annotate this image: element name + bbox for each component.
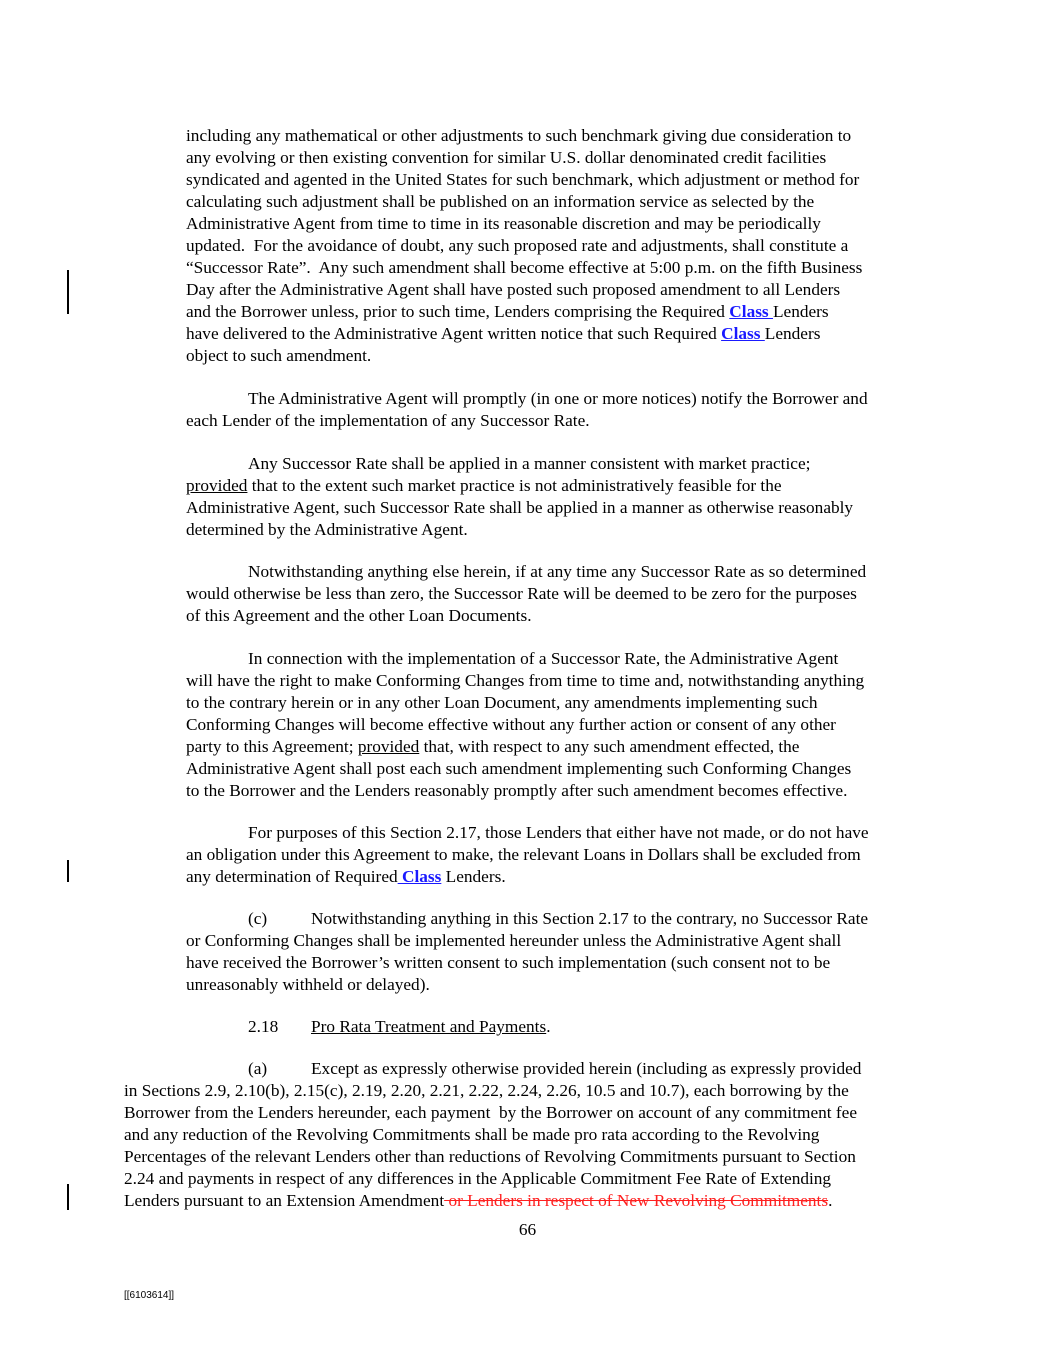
text-line: to the contrary herein or in any other Loan Document, any amendments implementing such — [186, 693, 818, 712]
text-line: object to such amendment. — [186, 346, 372, 365]
text-line: Conforming Changes will become effective without any further action or consent of any other — [186, 715, 836, 734]
text-line: Administrative Agent from time to time in its reasonable discretion and may be periodically — [186, 214, 821, 233]
text-line: 2.24 and payments in respect of any differences in the Applicable Commitment Fee Rate of Extending — [124, 1169, 832, 1188]
text-line: Administrative Agent, such Successor Rate shall be applied in a manner as otherwise reasonably — [186, 498, 854, 517]
text-line: each Lender of the implementation of any Successor Rate. — [186, 411, 590, 430]
text-line: unreasonably withheld or delayed). — [186, 975, 430, 994]
text-line: an obligation under this Agreement to make, the relevant Loans in Dollars shall be excluded from — [186, 845, 861, 864]
text-line: “Successor Rate”. Any such amendment shall become effective at 5:00 p.m. on the fifth Business — [186, 258, 863, 277]
text-line: For purposes of this Section 2.17, those Lenders that either have not made, or do not have — [248, 823, 869, 842]
page-number: 66 — [518, 1220, 537, 1239]
text-line: and the Borrower unless, prior to such time, Lenders comprising the Required Class Lenders — [186, 302, 829, 321]
document-id: [[6103614]] — [124, 1290, 175, 1301]
change-bar — [67, 860, 69, 882]
text-line: party to this Agreement; provided that, with respect to any such amendment effected, the — [186, 737, 800, 756]
clause-label: (a) — [248, 1059, 268, 1078]
text-line: and any reduction of the Revolving Commitments shall be made pro rata according to the Revolving — [124, 1125, 820, 1144]
text-line: Except as expressly otherwise provided herein (including as expressly provided — [311, 1059, 862, 1078]
section-number: 2.18 — [248, 1017, 279, 1036]
text-line: The Administrative Agent will promptly (in one or more notices) notify the Borrower and — [248, 389, 868, 408]
text-line: would otherwise be less than zero, the Successor Rate will be deemed to be zero for the purposes — [186, 584, 857, 603]
text-line: determined by the Administrative Agent. — [186, 520, 468, 539]
text-line: calculating such adjustment shall be published on an information service as selected by the — [186, 192, 815, 211]
text-line: any determination of Required Class Lenders. — [186, 867, 506, 886]
text-line: Any Successor Rate shall be applied in a manner consistent with market practice; — [248, 454, 811, 473]
text-line: Day after the Administrative Agent shall have posted such proposed amendment to all Lenders — [186, 280, 841, 299]
text-line: in Sections 2.9, 2.10(b), 2.15(c), 2.19, 2.20, 2.21, 2.22, 2.24, 2.26, 10.5 and 10.7), each borrowing by the — [124, 1081, 849, 1100]
text-line: Notwithstanding anything else herein, if at any time any Successor Rate as so determined — [248, 562, 867, 581]
section-heading: Pro Rata Treatment and Payments. — [311, 1017, 551, 1036]
text-line: to the Borrower and the Lenders reasonably promptly after such amendment becomes effective. — [186, 781, 848, 800]
change-bar — [67, 1184, 69, 1210]
clause-label: (c) — [248, 909, 268, 928]
text-line: Notwithstanding anything in this Section 2.17 to the contrary, no Successor Rate — [311, 909, 869, 928]
text-line: Lenders pursuant to an Extension Amendment or Lenders in respect of New Revolving Commitments. — [124, 1191, 833, 1210]
text-line: have delivered to the Administrative Agent written notice that such Required Class Lenders — [186, 324, 821, 343]
inserted-text: Class — [729, 302, 773, 321]
inserted-text: Class — [397, 867, 442, 886]
text-line: provided that to the extent such market practice is not administratively feasible for the — [186, 476, 782, 495]
text-line: Borrower from the Lenders hereunder, each payment by the Borrower on account of any commitment fee — [124, 1103, 858, 1122]
text-line: will have the right to make Conforming Changes from time to time and, notwithstanding anything — [186, 671, 865, 690]
text-line: In connection with the implementation of a Successor Rate, the Administrative Agent — [248, 649, 839, 668]
deleted-text: or Lenders in respect of New Revolving Commitments — [444, 1191, 829, 1210]
text-line: including any mathematical or other adjustments to such benchmark giving due consideration to — [186, 126, 852, 145]
text-line: Administrative Agent shall post each such amendment implementing such Conforming Changes — [186, 759, 852, 778]
inserted-text: Class — [721, 324, 765, 343]
change-bar — [67, 270, 69, 314]
text-line — [248, 908, 267, 930]
provided-term: provided — [357, 737, 420, 756]
text-line: Percentages of the relevant Lenders other than reductions of Revolving Commitments pursuant to Section — [124, 1147, 856, 1166]
text-line: any evolving or then existing convention for similar U.S. dollar denominated credit facilities — [186, 148, 827, 167]
provided-term: provided — [186, 476, 248, 495]
text-line: syndicated and agented in the United States for such benchmark, which adjustment or method for — [186, 170, 860, 189]
text-line: or Conforming Changes shall be implemented hereunder unless the Administrative Agent shall — [186, 931, 842, 950]
text-line: of this Agreement and the other Loan Documents. — [186, 606, 532, 625]
text-line: updated. For the avoidance of doubt, any such proposed rate and adjustments, shall constitute a — [186, 236, 849, 255]
text-line: have received the Borrower’s written consent to such implementation (such consent not to be — [186, 953, 831, 972]
